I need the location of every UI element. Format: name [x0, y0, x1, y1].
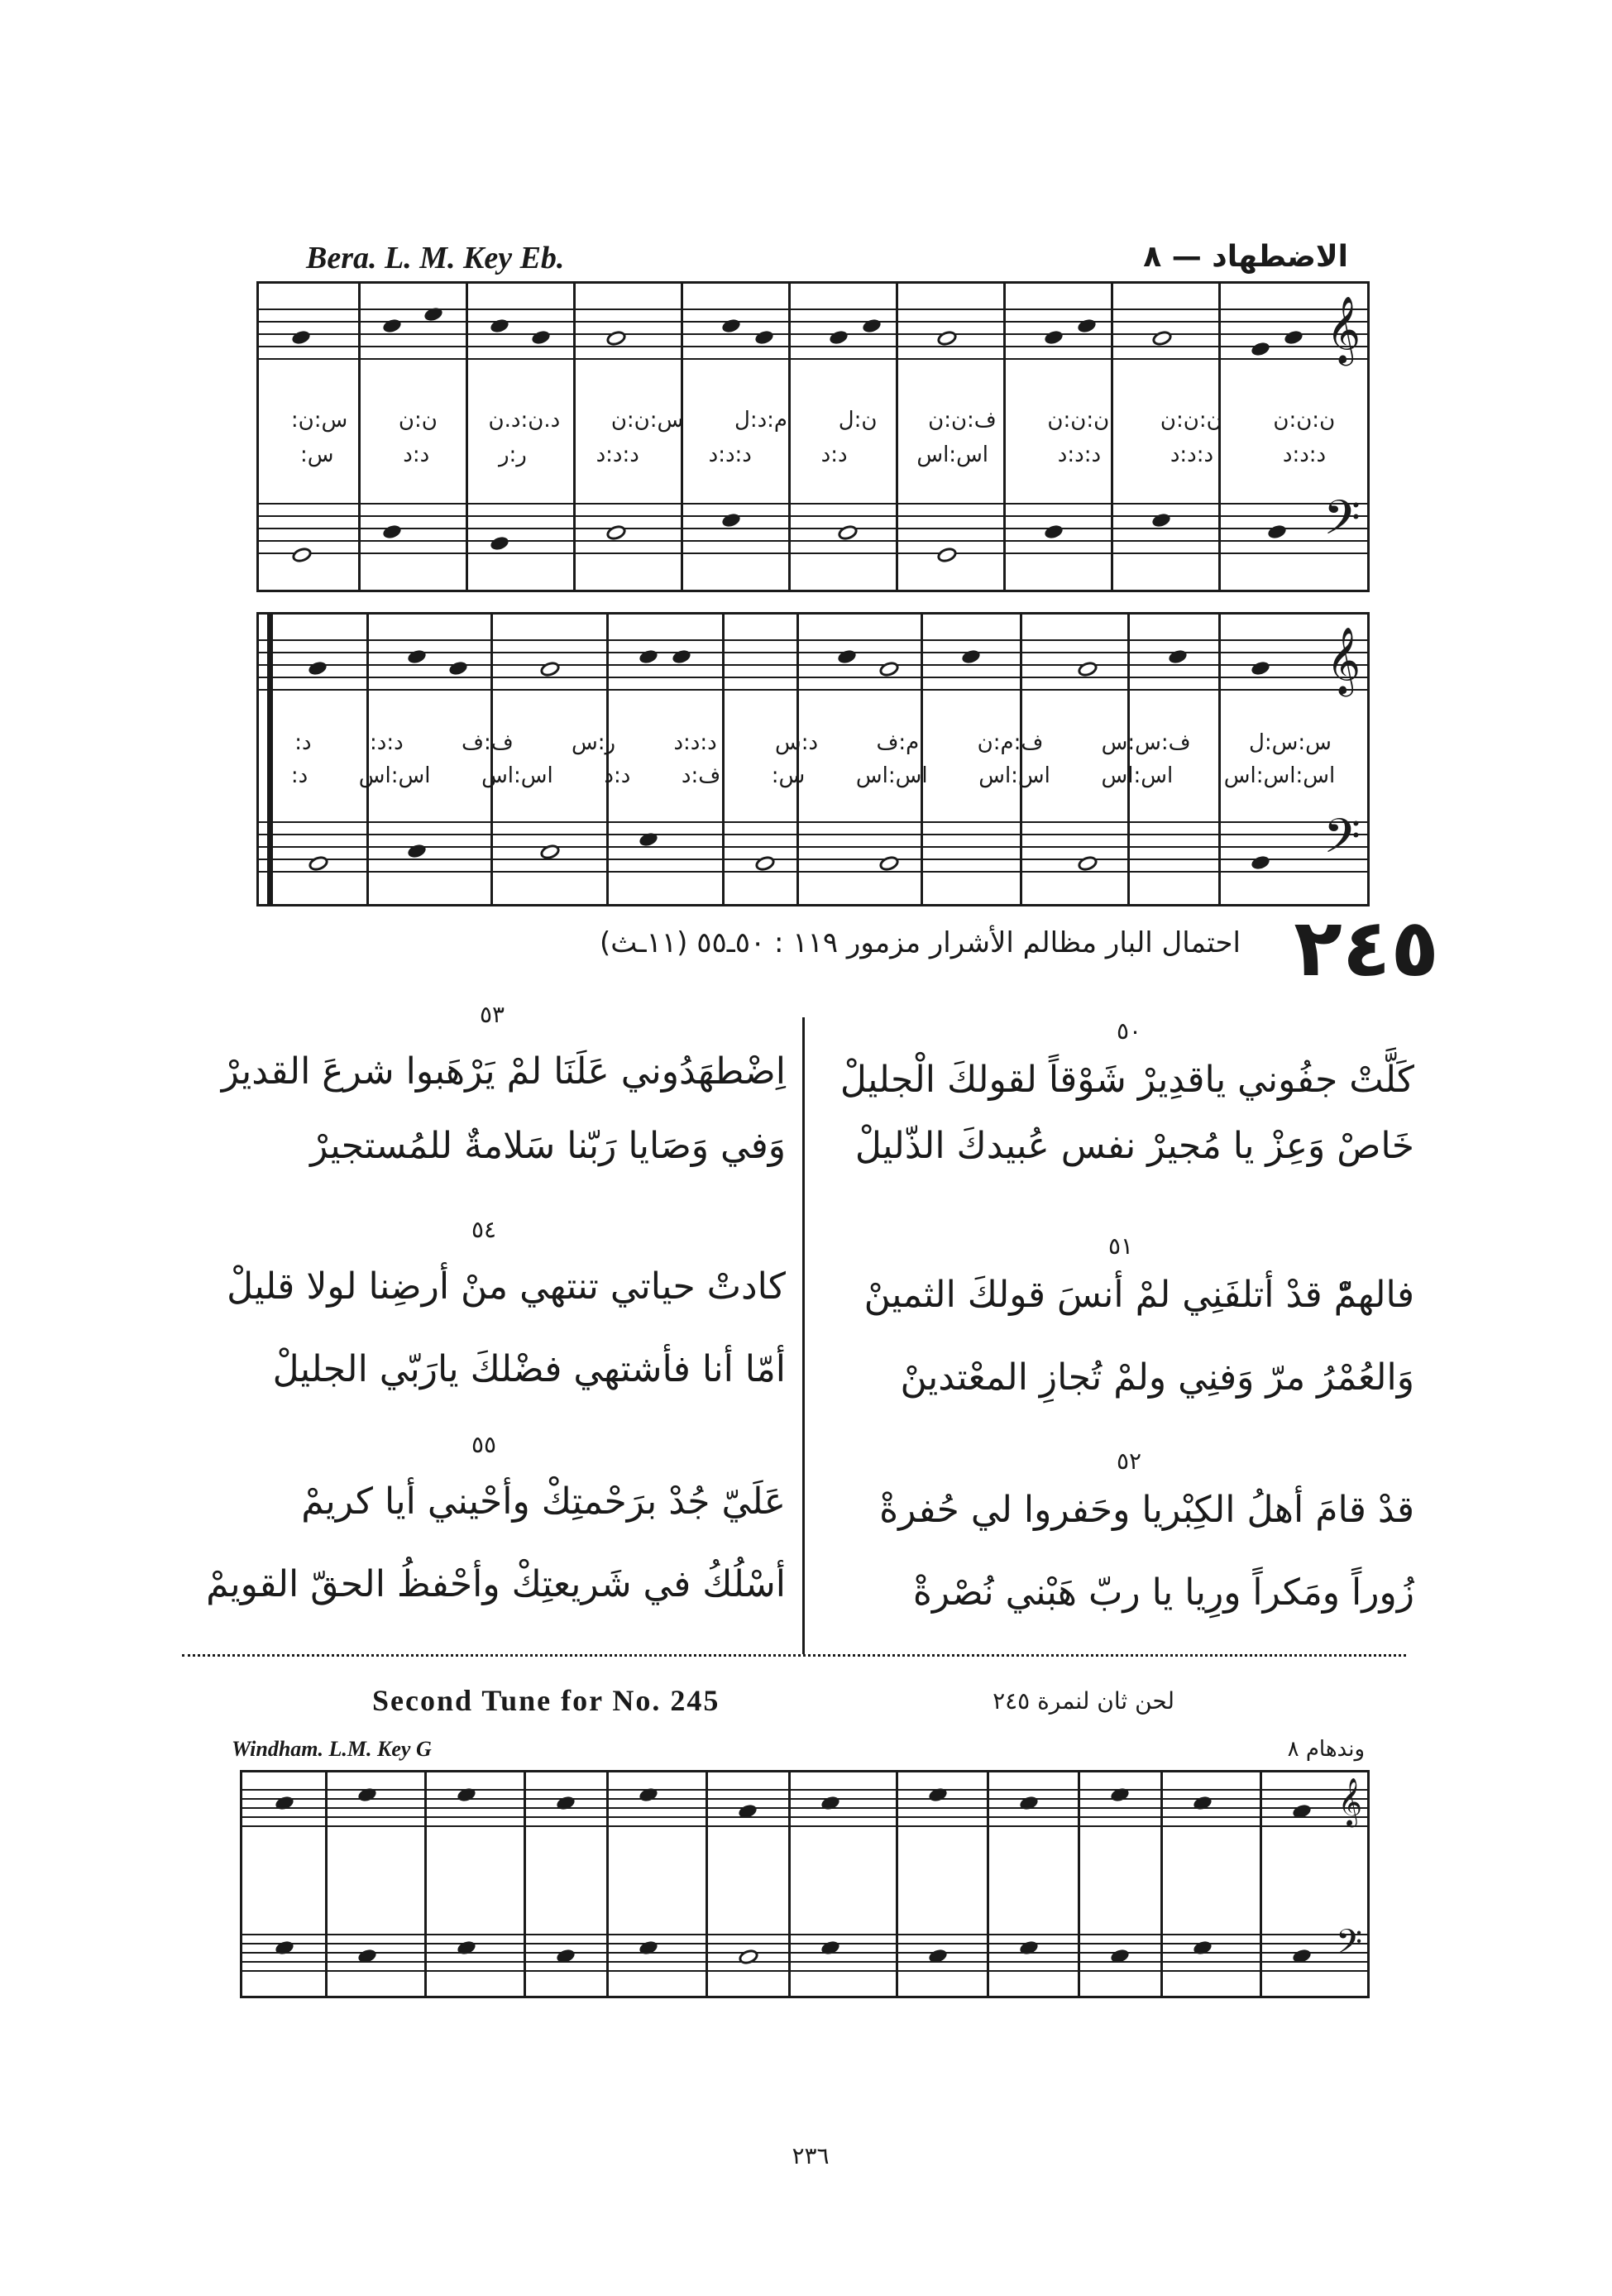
bass-clef-icon: 𝄢: [1323, 490, 1361, 557]
verse-line: خَاصْ وَعِزْ يا مُجيرْ نفس عُبيدكَ الذّليلْ: [854, 1125, 1414, 1167]
solfa-row: اس:اس:اس اس:اس اس:اس اس:اس س: ف:د د:د اس:اس اس:اس د:: [290, 763, 1336, 788]
tune-label: Bera. L. M. Key Eb.: [306, 241, 565, 275]
verse-number: ٥٠: [1117, 1017, 1142, 1045]
treble-staff: [242, 1789, 1367, 1838]
bass-staff: [242, 1934, 1367, 1983]
verse-line: وَفي وَصَايا رَبّنا سَلامةٌ للمُستجيرْ: [310, 1125, 786, 1167]
bass-clef-icon: 𝄢: [1323, 808, 1361, 876]
second-tune-heading: Second Tune for No. 245: [372, 1684, 720, 1717]
section-rule: [182, 1654, 1406, 1657]
treble-staff: [259, 639, 1367, 701]
column-divider: [802, 1017, 805, 1654]
solfa-row: د:د:د د:د:د د:د:د اس:اس د:د د:د:د د:د:د ر:ر د:د س:: [300, 442, 1327, 467]
verse-line: عَلَيّ جُدْ برَحْمتِكْ وأحْيني أيا كريمْ: [301, 1480, 786, 1523]
tune-label: Windham. L.M. Key G: [232, 1737, 432, 1761]
verse-line: فالهمّْ قدْ أتلفَنِي لمْ أنسَ قولكَ الثمينْ: [863, 1274, 1414, 1316]
verse-line: اِضْطهَدُوني عَلَنَا لمْ يَرْهَبوا شرعَ القديرْ: [221, 1050, 786, 1093]
bass-clef-icon: 𝄢: [1335, 1922, 1362, 1970]
bass-staff: [259, 821, 1367, 883]
meter-label: الاضطهاد — ٨: [1143, 240, 1348, 274]
music-system-2: [256, 612, 1370, 906]
verse-number: ٥٥: [471, 1431, 497, 1458]
page-number: ٢٣٦: [792, 2142, 830, 2169]
treble-clef-icon: 𝄞: [1326, 295, 1361, 363]
verse-line: أسْلُكُ في شَريعتِكْ وأحْفظُ الحقّ القويمْ: [206, 1563, 786, 1605]
verse-line: قدْ قامَ أهلُ الكِبْريا وحَفروا لي حُفرةْ: [879, 1489, 1414, 1531]
solfa-row: س:س:ل ف:س:س ف:م:ن م:ف د:س د:د:د ر:س ف:ف د:د: د:: [294, 730, 1332, 755]
hymn-title: احتمال البار مظالم الأشرار مزمور ١١٩ : ٥٠ـ٥٥ (١١ـث): [599, 926, 1241, 959]
verse-line: زُوراً ومَكراً ورِيا يا ربّ هَبْني نُصْرةْ: [912, 1571, 1414, 1614]
second-tune-heading-ar: لحن ثان لنمرة ٢٤٥: [993, 1687, 1174, 1715]
solfa-row: ن:ن:ن ن:ن:ن ن:ن:ن ف:ن:ن ن:ل م:د:ل س:ن:ن د.ن:د.ن ن:ن س:ن:: [290, 408, 1336, 433]
music-system-3: [240, 1770, 1370, 1998]
verse-number: ٥٤: [471, 1216, 497, 1243]
verse-number: ٥٣: [480, 1001, 505, 1028]
verse-line: كادتْ حياتي تنتهي منْ أرضِنا لولا قليلْ: [227, 1265, 786, 1308]
treble-clef-icon: 𝄞: [1337, 1777, 1362, 1825]
treble-clef-icon: 𝄞: [1326, 626, 1361, 694]
hymn-number: ٢٤٥: [1294, 902, 1439, 994]
verse-number: ٥٢: [1117, 1447, 1142, 1475]
verse-line: وَالعُمْرُ مرّ وَفنِي ولمْ تُجازِ المعْتدينْ: [900, 1356, 1414, 1399]
music-system-1: [256, 281, 1370, 592]
verse-line: كَلَّتْ جفُوني ياقدِيرْ شَوْقاً لقولكَ الْجليلْ: [839, 1059, 1414, 1101]
verse-line: أمّا أنا فأشتهي فضْلكَ يارَبّي الجليلْ: [272, 1348, 786, 1390]
verse-number: ٥١: [1108, 1232, 1134, 1260]
meter-label: وندهام ٨: [1287, 1737, 1365, 1762]
bass-staff: [259, 503, 1367, 565]
